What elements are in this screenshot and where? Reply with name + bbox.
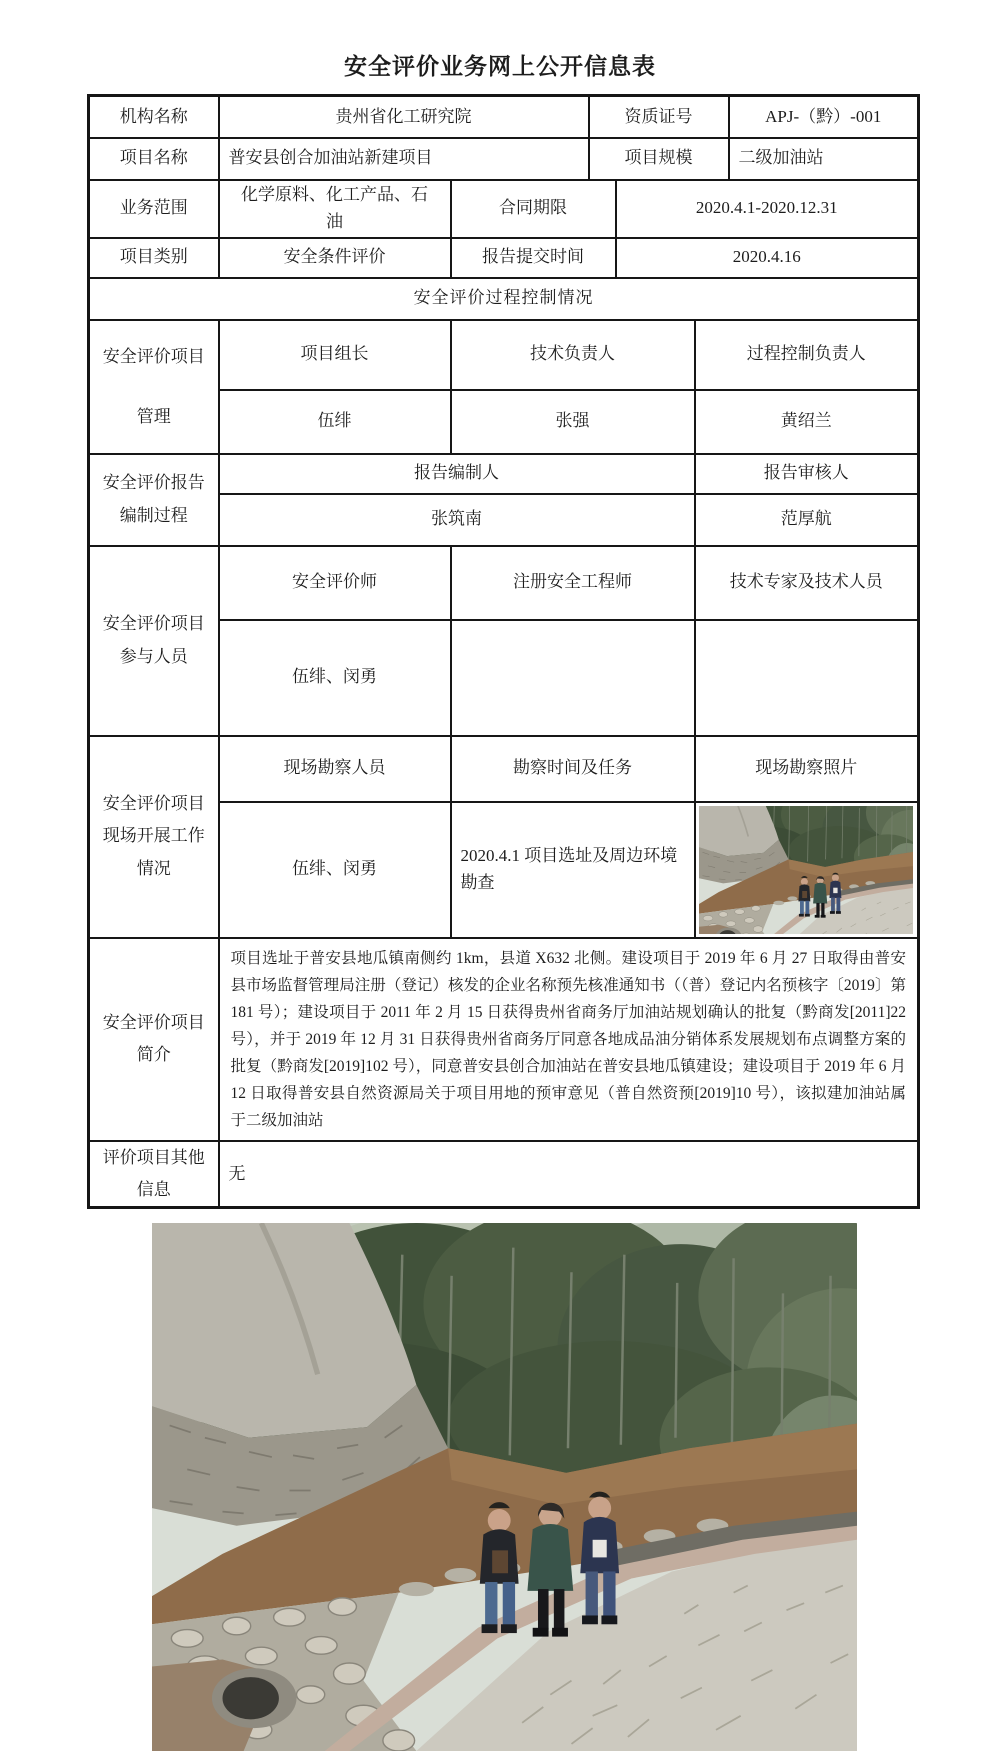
row-other-info: [89, 1141, 919, 1208]
management-row-label: 安全评价项目管理: [89, 320, 219, 454]
sitework-header-photo: 现场勘察照片: [695, 736, 919, 802]
report-writer-header: 报告编制人: [219, 454, 695, 494]
management-value-process: 黄绍兰: [695, 390, 919, 454]
sitework-header-task: 勘察时间及任务: [451, 736, 695, 802]
sitework-row-label: 安全评价项目现场开展工作情况: [89, 736, 219, 938]
project-scale-label: 项目规模: [589, 138, 729, 180]
business-scope-label: 业务范围: [89, 180, 219, 238]
sitework-surveyors-value: 伍绯、闵勇: [219, 802, 451, 938]
project-category-value: 安全条件评价: [219, 238, 451, 278]
project-scale-value: 二级加油站: [729, 138, 919, 180]
report-compilation-row-label: 安全评价报告编制过程: [89, 454, 219, 546]
other-info-value: 无: [219, 1141, 919, 1208]
report-writer-value: 张筑南: [219, 494, 695, 546]
contract-period-value: 2020.4.1-2020.12.31: [616, 180, 919, 238]
project-brief-text: 项目选址于普安县地瓜镇南侧约 1km，县道 X632 北侧。建设项目于 2019 年 6 月 27 日取得由普安县市场监督管理局注册（登记）核发的企业名称预先核准通知书（（普）登记内名预核字〔2019〕第 181 号）；建设项目于 2011 年 2 月 15 日获得贵州省商务厅加油站规划确认的批复（黔商发[2011]22 号），并于 2019 年 12 月 31 日获得贵州省商务厅同意各地成品油分销体系发展规划布点调整方案的批复（黔商发[2019]102 号），同意普安县创合加油站在普安县地瓜镇建设；建设项目于 2019 年 6 月 12 日取得普安县自然资源局关于项目用地的预审意见（普自然资预[2019]10 号），该拟建加油站属于二级加油站: [219, 938, 919, 1141]
row-sitework-headers: [89, 736, 919, 802]
management-value-tech: 张强: [451, 390, 695, 454]
page-title: 安全评价业务网上公开信息表: [344, 54, 656, 79]
report-reviewer-value: 范厚航: [695, 494, 919, 546]
project-name-value: 普安县创合加油站新建项目: [219, 138, 589, 180]
participants-value-evaluator: 伍绯、闵勇: [219, 620, 451, 736]
participants-header-expert: 技术专家及技术人员: [695, 546, 919, 620]
process-control-section-title: 安全评价过程控制情况: [89, 278, 919, 320]
participants-header-engineer: 注册安全工程师: [451, 546, 695, 620]
project-name-label: 项目名称: [89, 138, 219, 180]
org-name-value: 贵州省化工研究院: [219, 96, 589, 138]
participants-header-evaluator: 安全评价师: [219, 546, 451, 620]
participants-value-engineer: [451, 620, 695, 736]
row-org: [89, 96, 919, 138]
cert-no-value: APJ-（黔）-001: [729, 96, 919, 138]
row-project: [89, 138, 919, 180]
report-time-label: 报告提交时间: [451, 238, 616, 278]
row-section-header: [89, 278, 919, 320]
contract-period-label: 合同期限: [451, 180, 616, 238]
sitework-header-surveyors: 现场勘察人员: [219, 736, 451, 802]
other-info-label: 评价项目其他信息: [89, 1141, 219, 1208]
management-header-process: 过程控制负责人: [695, 320, 919, 390]
management-header-leader: 项目组长: [219, 320, 451, 390]
row-management-headers: [89, 320, 919, 390]
sitework-task-value: 2020.4.1 项目选址及周边环境勘查: [451, 802, 695, 938]
safety-evaluation-info-table: [87, 94, 920, 1209]
participants-row-label: 安全评价项目参与人员: [89, 546, 219, 736]
org-name-label: 机构名称: [89, 96, 219, 138]
site-survey-photo: [695, 802, 919, 938]
project-brief-label: 安全评价项目简介: [89, 938, 219, 1141]
report-reviewer-header: 报告审核人: [695, 454, 919, 494]
row-participants-headers: [89, 546, 919, 620]
business-scope-value: 化学原料、化工产品、石油: [219, 180, 451, 238]
project-category-label: 项目类别: [89, 238, 219, 278]
row-brief: [89, 938, 919, 1141]
management-value-leader: 伍绯: [219, 390, 451, 454]
row-scope: [89, 180, 919, 238]
report-time-value: 2020.4.16: [616, 238, 919, 278]
row-category: [89, 238, 919, 278]
management-header-tech: 技术负责人: [451, 320, 695, 390]
row-report-headers: [89, 454, 919, 494]
site-survey-photo-large: [152, 1223, 857, 1751]
cert-no-label: 资质证号: [589, 96, 729, 138]
participants-value-expert: [695, 620, 919, 736]
